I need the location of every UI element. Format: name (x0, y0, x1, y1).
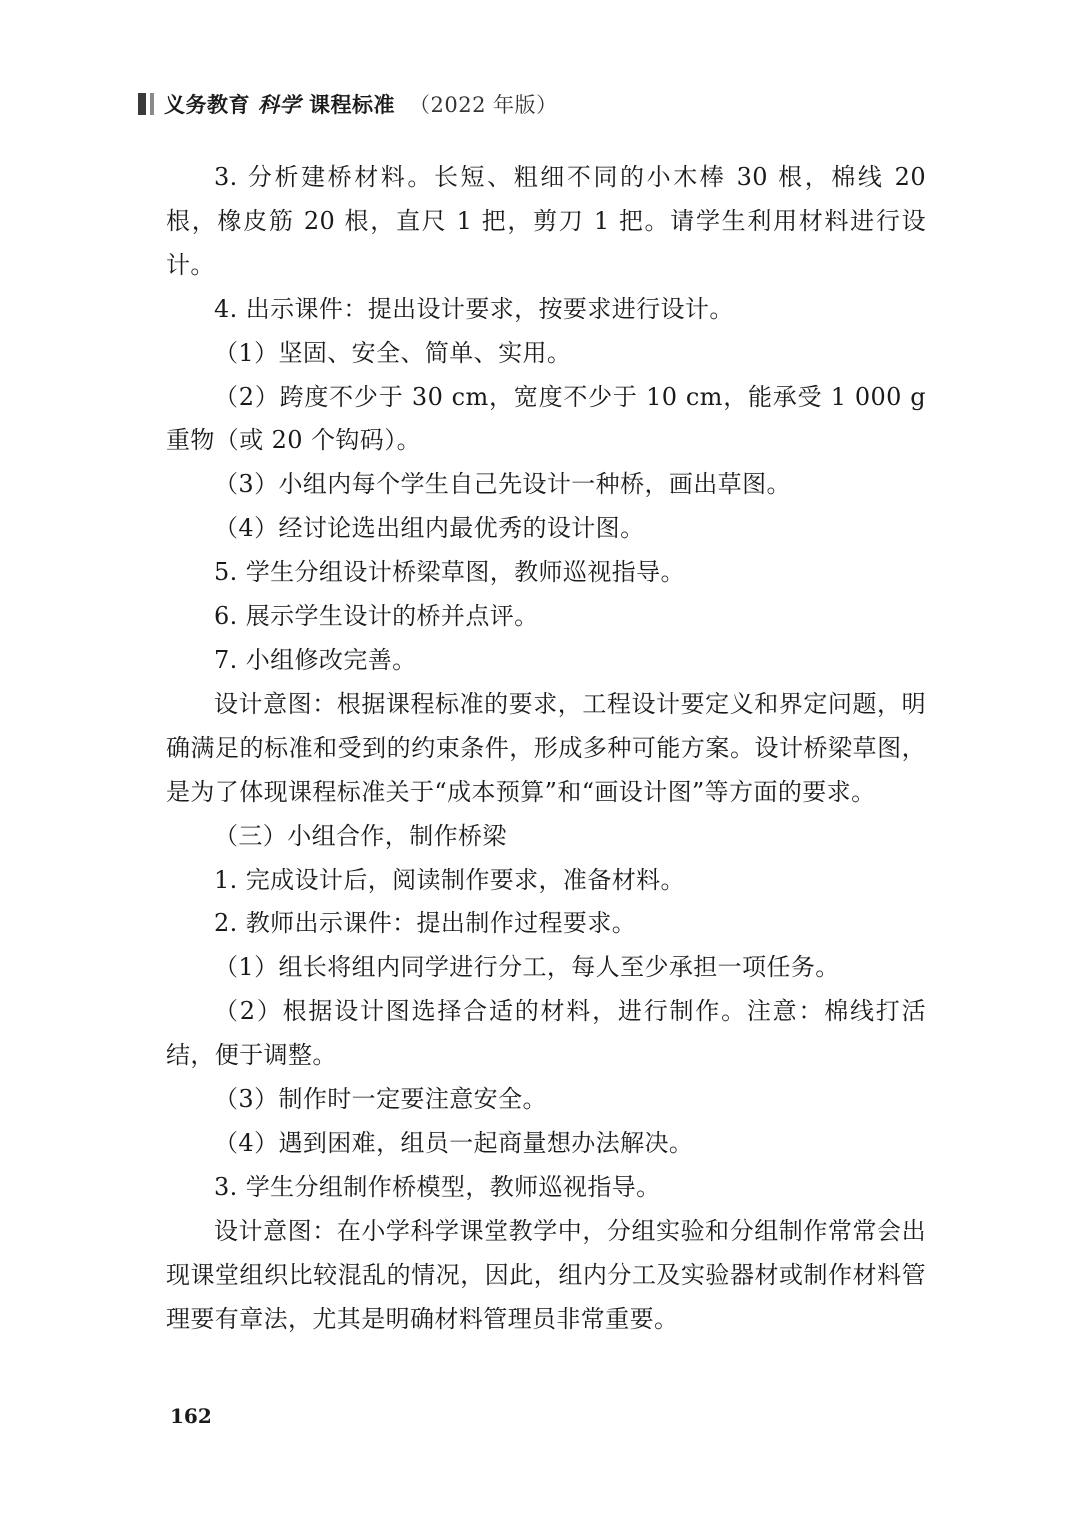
paragraph: （3）制作时一定要注意安全。 (214, 1085, 547, 1114)
paragraph: 5. 学生分组设计桥梁草图，教师巡视指导。 (214, 558, 685, 587)
paragraph: 6. 展示学生设计的桥并点评。 (214, 602, 539, 631)
paragraph: 设计意图：根据课程标准的要求，工程设计要定义和界定问题，明确满足的标准和受到的约束条件，形成多种可能方案。设计桥梁草图，是为了体现课程标准关于“成本预算”和“画设计图”等方面的要求。 (166, 689, 926, 806)
header-title-edition: （2022 年版） (409, 93, 558, 117)
paragraph: 3. 学生分组制作桥模型，教师巡视指导。 (214, 1172, 661, 1201)
paragraph: （4）经讨论选出组内最优秀的设计图。 (214, 514, 645, 543)
header-title-subject: 科学 (258, 92, 301, 117)
paragraph: 1. 完成设计后，阅读制作要求，准备材料。 (214, 865, 685, 894)
paragraph: （1）坚固、安全、简单、实用。 (214, 338, 572, 367)
paragraph: 设计意图：在小学科学课堂教学中，分组实验和分组制作常常会出现课堂组织比较混乱的情况，因此，组内分工及实验器材或制作材料管理要有章法，尤其是明确材料管理员非常重要。 (166, 1216, 926, 1333)
paragraph: （2）跨度不少于 30 cm，宽度不少于 10 cm，能承受 1 000 g 重物（或 20 个钩码）。 (166, 382, 926, 455)
paragraph: 3. 分析建桥材料。长短、粗细不同的小木棒 30 根，棉线 20 根，橡皮筋 20 根，直尺 1 把，剪刀 1 把。请学生利用材料进行设计。 (166, 163, 926, 279)
paragraph: （3）小组内每个学生自己先设计一种桥，画出草图。 (214, 470, 791, 499)
paragraph: 2. 教师出示课件：提出制作过程要求。 (214, 909, 637, 938)
header-bar-marks (138, 93, 154, 115)
header-title-main: 义务教育 (164, 92, 250, 117)
header-title-standard: 课程标准 (309, 92, 395, 117)
paragraph: （1）组长将组内同学进行分工，每人至少承担一项任务。 (214, 953, 840, 982)
header-title (164, 89, 558, 119)
paragraph: （2）根据设计图选择合适的材料，进行制作。注意：棉线打活结，便于调整。 (166, 997, 926, 1070)
paragraph: 4. 出示课件：提出设计要求，按要求进行设计。 (214, 294, 734, 323)
header-mark-dark (138, 93, 146, 115)
page-number: 162 (170, 1404, 212, 1428)
header-mark-light (150, 93, 154, 115)
paragraph: 7. 小组修改完善。 (214, 645, 417, 674)
section-heading: （三）小组合作，制作桥梁 (214, 821, 507, 850)
running-header (138, 88, 558, 120)
paragraph: （4）遇到困难，组员一起商量想办法解决。 (214, 1128, 694, 1157)
body-text (166, 156, 926, 1341)
